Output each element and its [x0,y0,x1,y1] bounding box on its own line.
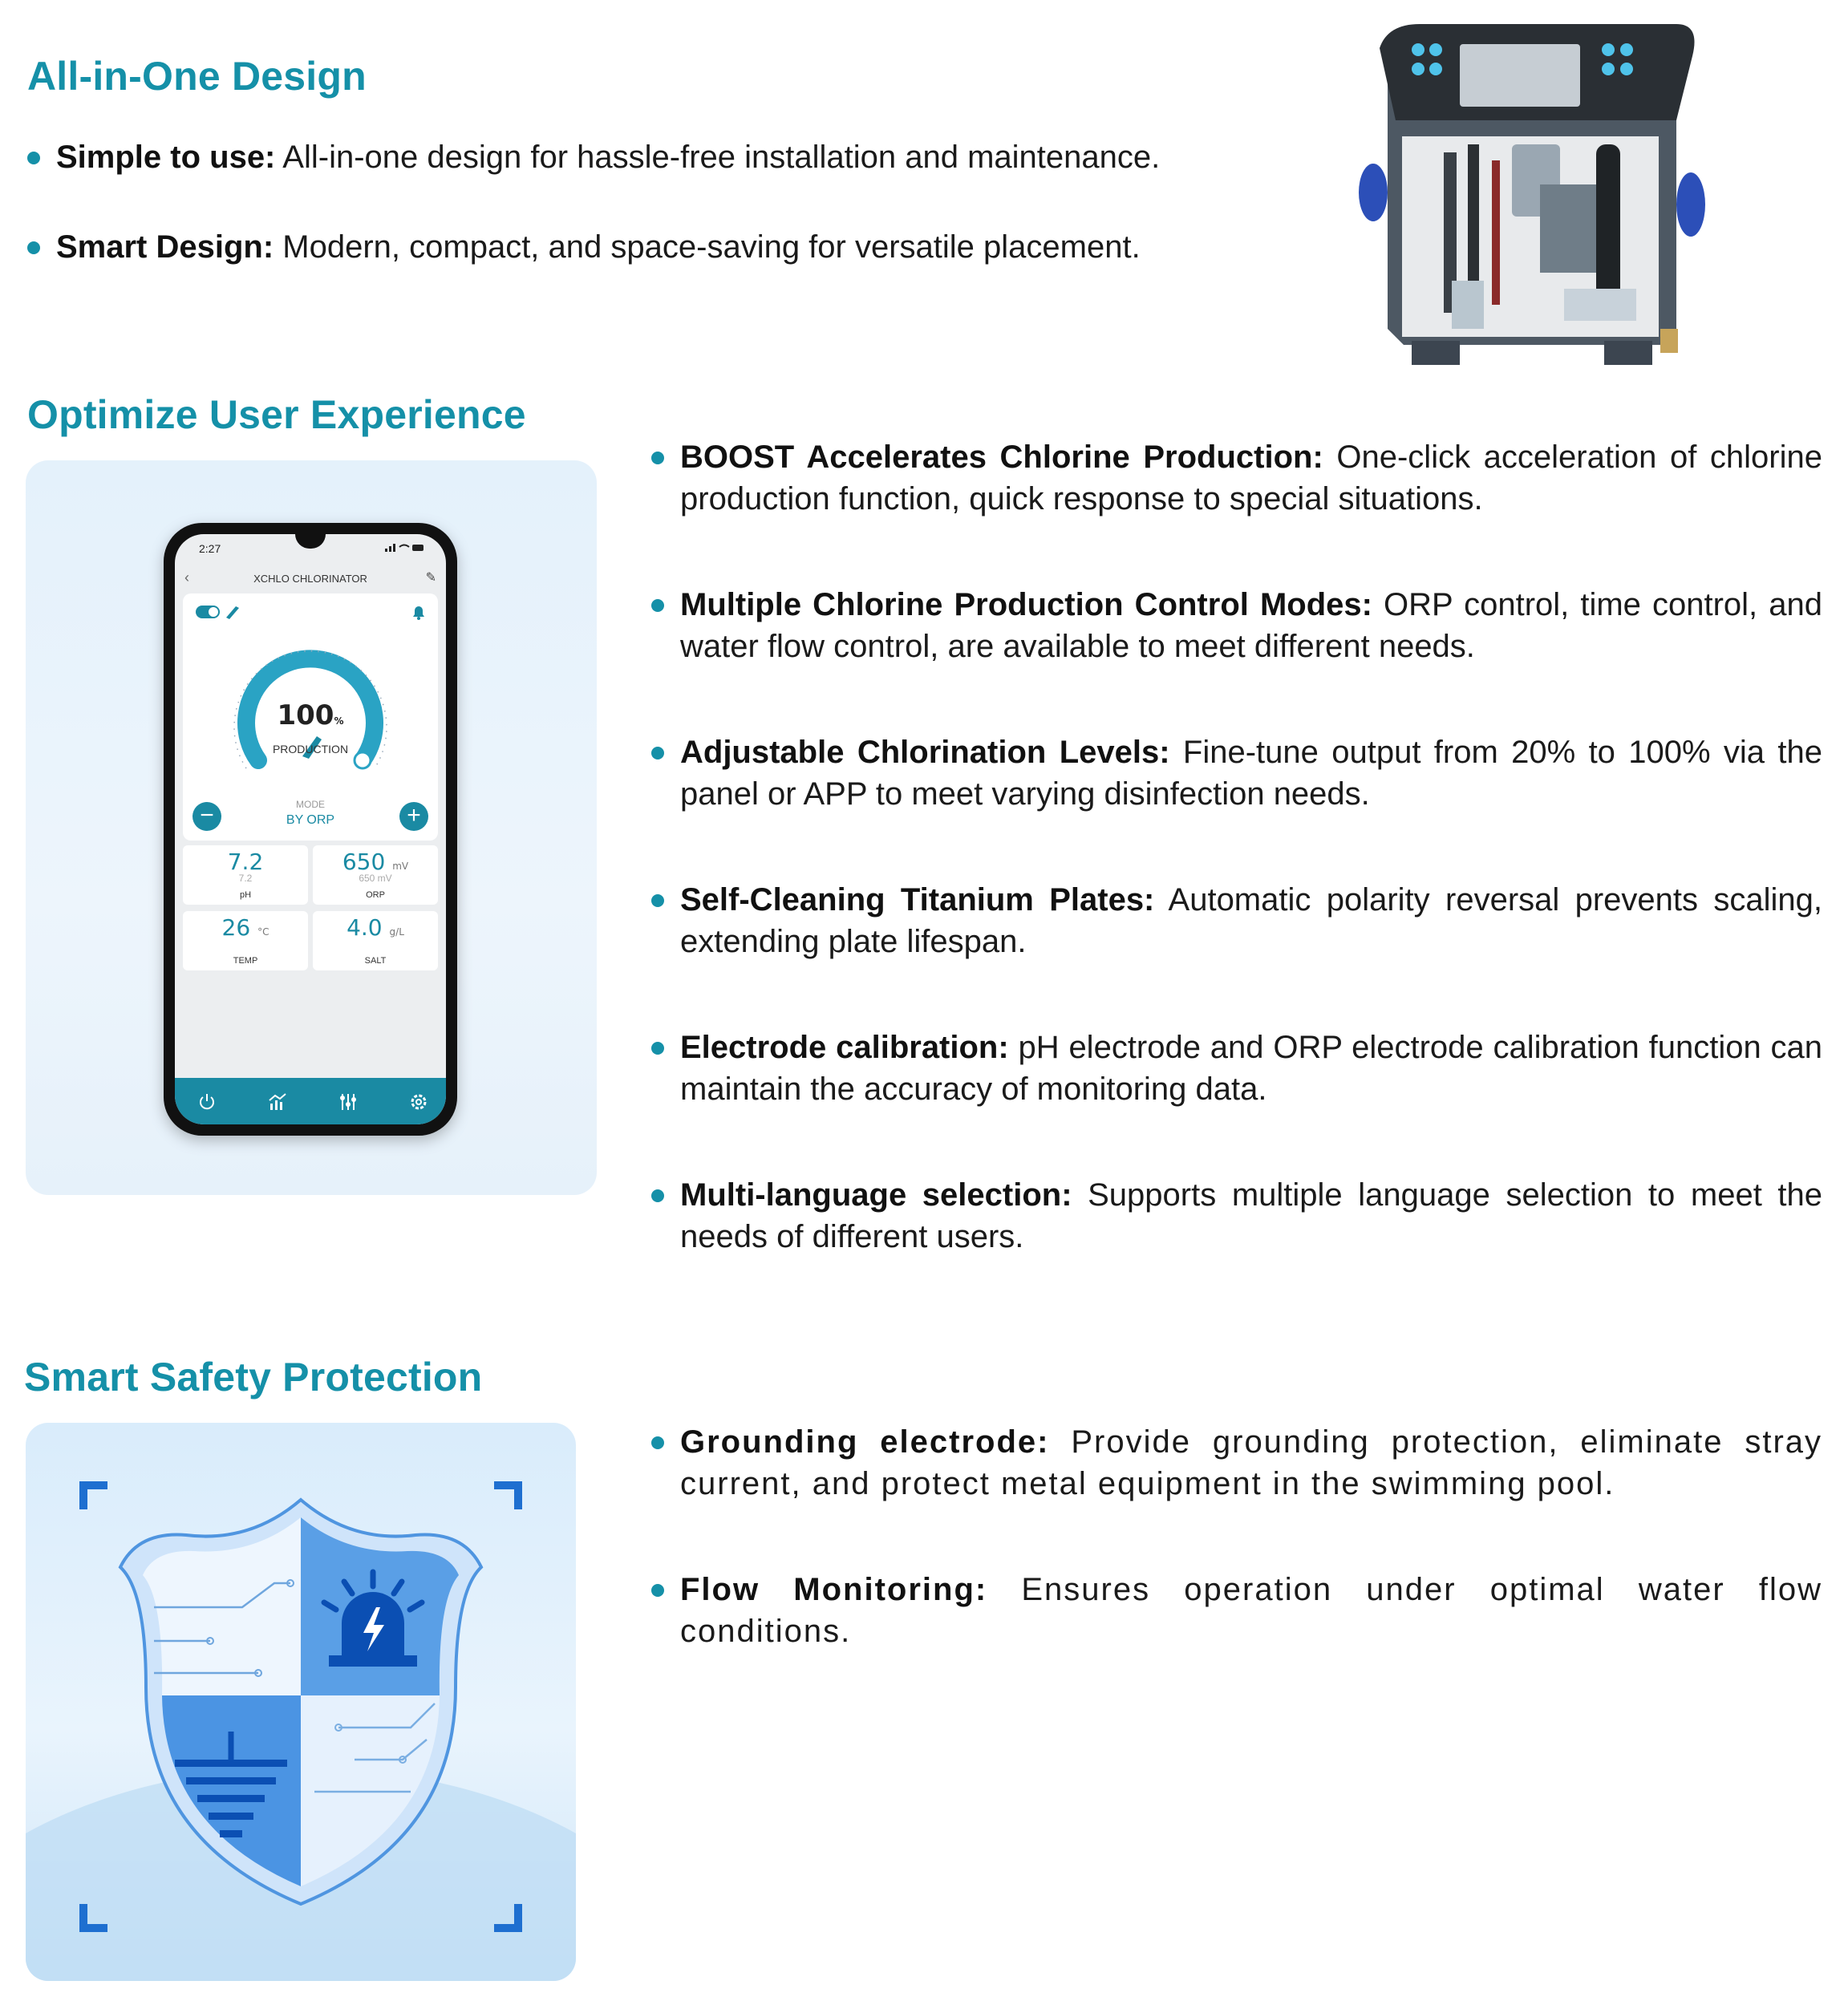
temp-value: 26 °C [221,914,270,941]
salt-tile[interactable] [313,911,438,970]
adjust-sliders-icon[interactable] [337,1091,359,1113]
signal-wifi-battery-icon [385,544,425,552]
ph-value: 7.2 [227,849,264,875]
edit-icon[interactable]: ✎ [425,571,436,585]
list-item [651,1421,1822,1505]
gear-icon[interactable] [407,1091,430,1113]
orp-tile[interactable] [313,845,438,905]
orp-label: ORP [366,890,385,900]
stats-icon[interactable] [266,1091,289,1113]
salt-label: SALT [364,956,387,966]
ph-sub: 7.2 [238,873,253,884]
item-text: Modern, compact, and space-saving for versatile placement. [274,229,1141,265]
chlorinator-device-image [1356,24,1708,377]
list-item [651,1569,1822,1652]
section-title-all-in-one: All-in-One Design [27,54,367,99]
production-value [183,699,438,731]
list-item [651,584,1822,667]
item-bold-label: BOOST Accelerates Chlorine Production: [680,440,1323,475]
salt-value: 4.0 g/L [346,914,404,941]
item-bold-label: Electrode calibration: [680,1030,1009,1065]
item-text: Provide grounding protection, eliminate stray current, and protect metal equipment in the swimming pool. [680,1424,1823,1501]
item-text: ORP control, time control, and water flow control, are available to meet different needs. [680,587,1822,664]
phone-mockup [164,523,457,1136]
safety-list [651,1421,1822,1652]
phone-screen [175,534,446,1124]
ph-label: pH [239,890,252,900]
item-text: Ensures operation under optimal water flow conditions. [680,1572,1822,1649]
list-item [651,879,1822,962]
temp-tile[interactable] [183,911,308,970]
item-bold-label: Smart Design: [56,229,274,265]
item-bold-label: Adjustable Chlorination Levels: [680,735,1170,770]
item-text: Automatic polarity reversal prevents scaling, extending plate lifespan. [680,882,1823,959]
item-bold-label: Multi-language selection: [680,1177,1072,1213]
app-preview-card [26,460,597,1195]
item-text: All-in-one design for hassle-free installation and maintenance. [275,140,1161,175]
item-bold-label: Grounding electrode: [680,1424,1050,1460]
item-text: pH electrode and ORP electrode calibration function can maintain the accuracy of monitoring data. [680,1030,1823,1107]
list-item [27,226,1279,268]
item-text: Fine-tune output from 20% to 100% via the panel or APP to meet varying disinfection needs. [680,735,1823,812]
orp-sub: 650 mV [359,873,392,884]
power-icon[interactable] [196,1091,218,1113]
production-label: PRODUCTION [272,743,349,755]
section-title-user-experience: Optimize User Experience [27,392,526,437]
shield-illustration [26,1423,576,1981]
list-item [651,1174,1822,1258]
user-experience-list [651,436,1822,1258]
temp-label: TEMP [233,956,258,966]
app-bottom-nav [175,1078,446,1124]
ph-tile[interactable] [183,845,308,905]
item-bold-label: Simple to use: [56,140,276,175]
list-item [651,731,1822,815]
safety-illustration-card [26,1423,576,1981]
production-panel [183,593,438,841]
status-time: 2:27 [199,542,221,555]
mode-label: MODE [296,799,325,810]
bell-icon[interactable] [409,603,428,622]
orp-value: 650 mV [342,849,409,875]
section-title-safety: Smart Safety Protection [24,1355,483,1400]
item-bold-label: Multiple Chlorine Production Control Modes: [680,587,1372,622]
decrease-button[interactable]: − [192,802,221,831]
item-bold-label: Flow Monitoring: [680,1572,988,1607]
list-item [27,136,1279,178]
boost-toggle-icon[interactable] [194,600,242,624]
back-arrow-icon[interactable]: ‹ [184,569,189,585]
item-bold-label: Self-Cleaning Titanium Plates: [680,882,1155,918]
production-unit: % [334,715,344,727]
item-text: Supports multiple language selection to meet the needs of different users. [680,1177,1823,1254]
app-title: XCHLO CHLORINATOR [253,573,367,585]
mode-value: BY ORP [286,813,335,827]
item-text: One-click acceleration of chlorine production function, quick response to special situations. [680,440,1822,516]
production-number: 100 [277,699,334,731]
phone-notch [295,534,326,549]
list-item [651,436,1822,520]
increase-button[interactable]: + [399,802,428,831]
list-item [651,1027,1822,1110]
all-in-one-list [27,136,1279,268]
